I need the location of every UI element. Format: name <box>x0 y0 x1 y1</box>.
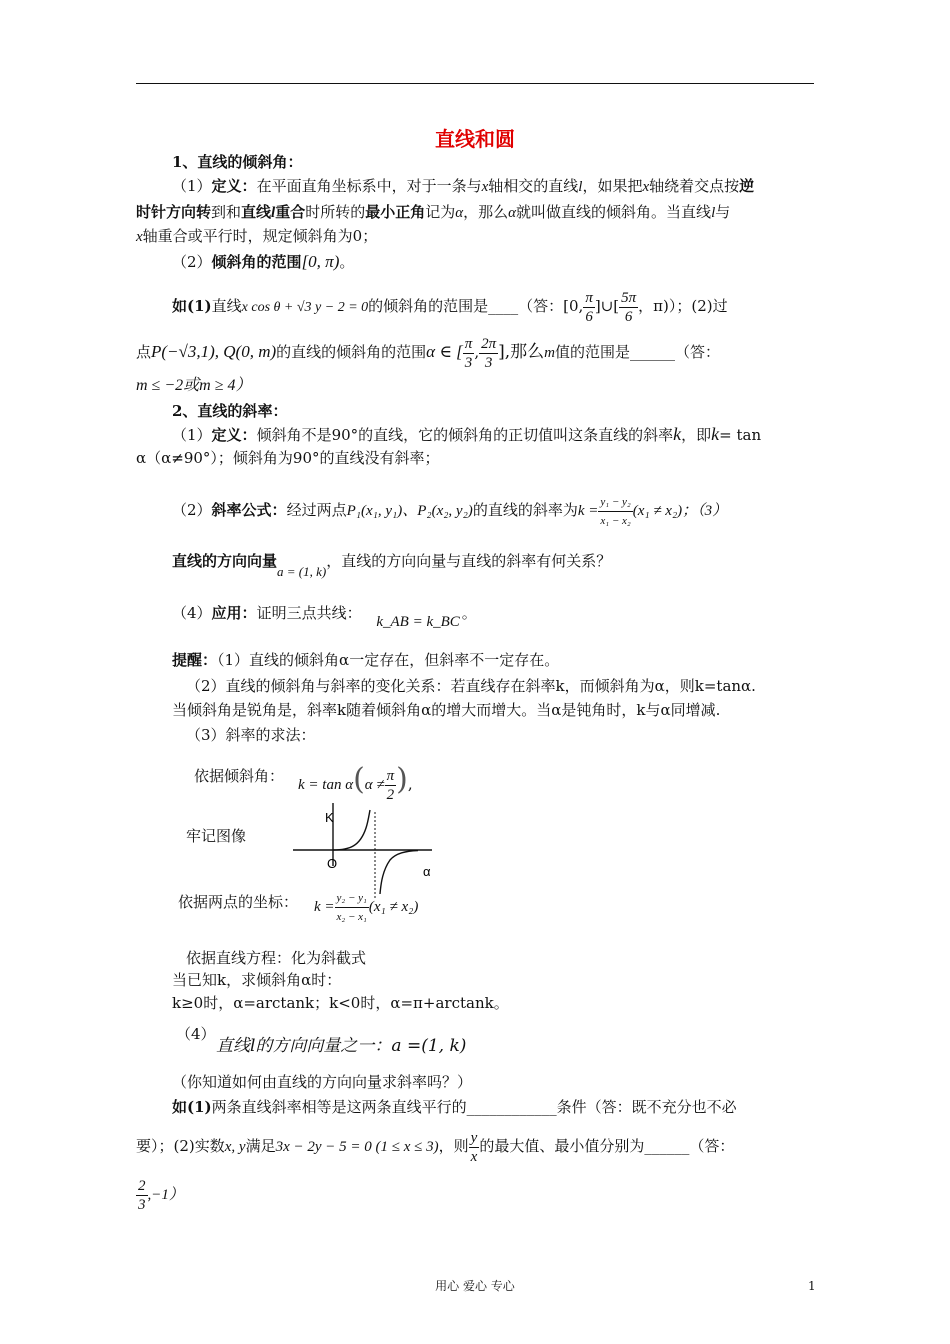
s2-example-line1: 如(1)两条直线斜率相等是这两条直线平行的____________条件（答：既不充分也不必 <box>172 1098 737 1116</box>
s2-tip2b: 当倾斜角是锐角是，斜率k随着倾斜角α的增大而增大。当α是钝角时，k与α同增减. <box>172 701 721 719</box>
s2-tip3: （3）斜率的求法： <box>186 726 316 744</box>
memo-graph-label: 牢记图像 <box>186 827 247 845</box>
graph-k-label: K <box>325 810 334 825</box>
s1-example-line1: 如(1)直线x cos θ + √3 y − 2 = 0的倾斜角的范围是____（答：[0, $\frac{\pi}{6}$ ]∪[ $\frac{5\pi}{6}$ ，π)）；(2)过 <box>172 289 728 325</box>
item-4-label: （4） <box>176 1025 216 1043</box>
s2-example-answer: $\frac{2}{3}$ ,−1） <box>138 1177 184 1213</box>
frac-pi-6: $\frac{\pi}{6}$ <box>585 289 593 325</box>
s1-range: （2）倾斜角的范围[0, π)。 <box>172 252 355 271</box>
arctan-cases: k≥0时，α=arctank；k<0时，α=π+arctank。 <box>172 994 509 1012</box>
by-angle-formula: k = tan α(α ≠ $\frac{\pi}{2}$ ), <box>298 762 413 803</box>
by-equation: 依据直线方程：化为斜截式 <box>186 949 367 967</box>
s2-application: （4）应用：证明三点共线： k_AB = k_BC 。 <box>172 604 477 630</box>
by-points-label: 依据两点的坐标： <box>178 893 299 911</box>
graph-o-label: O <box>327 856 338 871</box>
frac-2pi-3: $\frac{2\pi}{3}$ <box>481 335 497 371</box>
frac-2-3: $\frac{2}{3}$ <box>138 1177 146 1213</box>
s2-direction-vector: 直线的方向向量a = (1, k)，直线的方向向量与直线的斜率有何关系？ <box>172 552 612 579</box>
frac-5pi-6: $\frac{5\pi}{6}$ <box>621 289 637 325</box>
direction-vector-one: 直线l的方向向量之一：a =(1, k) <box>216 1036 467 1056</box>
s2-tip1: 提醒：（1）直线的倾斜角α一定存在，但斜率不一定存在。 <box>172 651 560 669</box>
s2-definition-line1: （1）定义：倾斜角不是90°的直线，它的倾斜角的正切值叫这条直线的斜率k，即k= tan <box>172 424 762 444</box>
frac-slope-2: $\frac{\text{y₂ − y₁}}{\text{x₂ − x₁}}$ <box>335 889 369 926</box>
known-k: 当已知k，求倾斜角α时： <box>172 971 342 989</box>
s2-tip2a: （2）直线的倾斜角与斜率的变化关系：若直线存在斜率k，而倾斜角为α，则k=tanα. <box>186 677 756 695</box>
section-1-heading: 1、直线的倾斜角： <box>172 153 303 171</box>
page-footer: 用心 爱心 专心 <box>435 1279 515 1293</box>
frac-pi-2: $\frac{\pi}{2}$ <box>386 767 395 803</box>
s2-example-line2: 要）；(2)实数x, y满足3x − 2y − 5 = 0 (1 ≤ x ≤ 3)，则 $\frac{y}{x}$ 的最大值、最小值分别为______（答： <box>136 1129 735 1165</box>
frac-slope: $\frac{\text{y₁ − y₂}}{\text{x₁ − x₂}}$ <box>598 493 632 530</box>
s2-definition-line2: α（α≠90°）；倾斜角为90°的直线没有斜率； <box>136 449 440 467</box>
s1-example-answer: m ≤ −2或m ≥ 4） <box>136 377 252 394</box>
s1-definition-line1: （1）定义：在平面直角坐标系中，对于一条与x轴相交的直线l，如果把x轴绕着交点按逆 <box>172 177 755 195</box>
s1-example-line2: 点P(−√3,1), Q(0, m)的直线的倾斜角的范围α ∈ [ $\frac{\pi}{3}$ , $\frac{2\pi}{3}$ ],那么m值的范围是______（答： <box>136 335 721 371</box>
s2-slope-formula: （2）斜率公式：经过两点P₁(x₁, y₁)、P₂(x₂, y₂)的直线的斜率为k = $\frac{\text{y₁ − y₂}}{\text{x₁ − x₂}}$ (x₁ ≠ x₂)；（3） <box>172 488 727 533</box>
frac-y-x: $\frac{y}{x}$ <box>470 1129 478 1165</box>
direction-question: （你知道如何由直线的方向向量求斜率吗？） <box>172 1073 473 1091</box>
by-angle-label: 依据倾斜角： <box>194 767 285 785</box>
page-number: 1 <box>808 1279 816 1293</box>
by-points-formula: k = $\frac{\text{y₂ − y₁}}{\text{x₂ − x₁}}$ (x₁ ≠ x₂) <box>314 884 418 929</box>
graph-curve-left <box>333 810 370 850</box>
page-title: 直线和圆 <box>435 127 515 151</box>
graph-alpha-label: α <box>423 864 431 879</box>
s1-definition-line3: x轴重合或平行时，规定倾斜角为0； <box>136 227 378 245</box>
section-2-heading: 2、直线的斜率： <box>172 402 288 420</box>
top-rule <box>136 83 814 84</box>
frac-pi-3: $\frac{\pi}{3}$ <box>464 335 473 371</box>
s1-definition-line2: 时针方向转到和直线l重合时所转的最小正角记为α，那么α就叫做直线的倾斜角。当直线l与 <box>136 203 731 221</box>
